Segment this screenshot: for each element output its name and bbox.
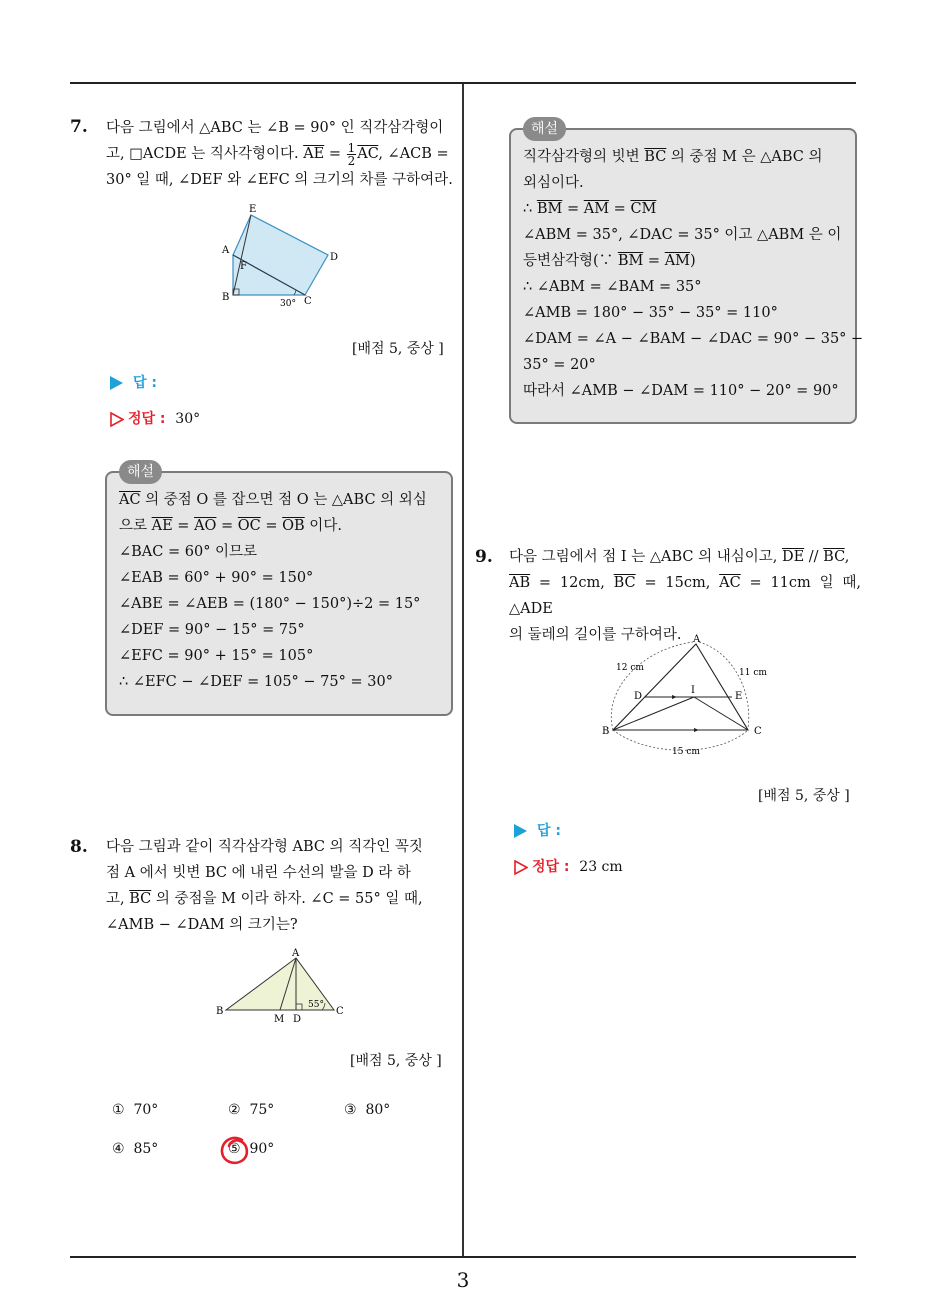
q9-line3: 의 둘레의 길이를 구하여라. (509, 627, 682, 643)
q8-choice-3-mark: ③ (344, 1102, 357, 1118)
q9-label-b: B (602, 726, 610, 737)
q8-label-b: B (216, 1006, 224, 1017)
q9-segment-de: $\overline{DE}$ (781, 549, 805, 565)
q8-line3-tail: 의 중점을 M 이라 하자. ∠C = 55° 일 때, (151, 891, 423, 907)
q7-explain-l2-end: 이다. (304, 518, 342, 534)
q8-figure (214, 945, 350, 1023)
q8-line3 (106, 886, 456, 912)
q7-correct-label: 정답 : (128, 411, 166, 427)
q7-label-d: D (330, 252, 339, 263)
q8-choice-1-mark: ① (112, 1102, 125, 1118)
q8-choice-4-text: 85° (133, 1141, 159, 1157)
q9-label-d: D (634, 691, 643, 702)
q8-explain-l1-tail: 의 중점 M 은 △ABC 의 (666, 149, 823, 165)
q8-line1: 다음 그림과 같이 직각삼각형 ABC 의 직각인 꼭짓 (106, 839, 423, 855)
q8-explain-segment-am-2: $\overline{AM}$ (664, 253, 691, 269)
q8-choice-3-text: 80° (365, 1102, 391, 1118)
q8-explain-l5-end: ) (690, 253, 696, 269)
q7-explain-l2-text: 으로 (119, 518, 152, 534)
q7-explain-l1 (119, 487, 439, 513)
q8-explain-segment-am: $\overline{AM}$ (583, 201, 610, 217)
q7-explain-l2: 으로 $\overline{AE} = \overline{AO} = \overline{OC} = \overline{OB}$ 이다. (119, 518, 342, 534)
q8-score: [배점 5, 중상 ] (350, 1053, 442, 1069)
q9-label-e: E (735, 691, 743, 702)
q7-label-b: B (222, 292, 230, 303)
q8-explanation-box (509, 121, 864, 424)
q9-label-c: C (754, 726, 762, 737)
q7-fraction (347, 142, 357, 167)
q7-correct-row (110, 408, 200, 428)
q8-label-55: 55° (308, 1000, 324, 1010)
q9-line2 (509, 570, 861, 622)
q8-stem (106, 834, 456, 938)
q9-correct-label: 정답 : (532, 859, 570, 875)
q8-explain-l7: ∠AMB = 180° − 35° − 35° = 110° (523, 305, 778, 321)
q8-selected-circle-mark (218, 1134, 252, 1168)
q9-score: [배점 5, 중상 ] (758, 788, 850, 804)
q7-segment-ac: $\overline{AC}$ (357, 146, 379, 162)
q8-segment-bc: $\overline{BC}$ (129, 891, 152, 907)
q7-correct-value: 30° (175, 411, 201, 427)
q7-label-c: C (304, 296, 312, 307)
q7-explain-segment-oc: $\overline{OC}$ (237, 518, 261, 534)
q7-explain-l3: ∠BAC = 60° 이므로 (119, 544, 258, 560)
q7-answer-row (110, 372, 157, 392)
q8-explain-l3: ∴ $\overline{BM} = \overline{AM} = \overline{CM}$ (523, 201, 657, 217)
q7-label-e: E (249, 204, 257, 215)
q7-line2-tail: , ∠ACB = (378, 146, 449, 162)
q7-explain-l8: ∴ ∠EFC − ∠DEF = 105° − 75° = 30° (119, 674, 393, 690)
q9-segment-bc-2: $\overline{BC}$ (613, 575, 636, 591)
q8-explain-l2: 외심이다. (523, 175, 584, 191)
q8-line2: 점 A 에서 빗변 BC 에 내린 수선의 발을 D 라 하 (106, 865, 411, 881)
q9-parallel-arrow-de (672, 695, 677, 699)
q8-choice-4-mark: ④ (112, 1141, 125, 1157)
q8-explain-l1-text: 직각삼각형의 빗변 (523, 149, 645, 165)
q7-explain-l4: ∠EAB = 60° + 90° = 150° (119, 570, 314, 586)
q7-line1: 다음 그림에서 △ABC 는 ∠B = 90° 인 직각삼각형이 (106, 120, 444, 136)
q9-label-11cm: 11 cm (739, 668, 767, 678)
q9-correct-value: 23 cm (579, 859, 623, 875)
q9-label-12cm: 12 cm (616, 663, 644, 673)
q7-explanation-tag: 해설 (119, 460, 162, 484)
q9-segment-ab: $\overline{AB}$ (509, 575, 531, 591)
q7-explain-l7: ∠EFC = 90° + 15° = 105° (119, 648, 314, 664)
q7-explain-l1-text: 의 중점 O 를 잡으면 점 O 는 △ABC 의 외심 (140, 492, 427, 508)
q8-number: 8. (70, 837, 88, 857)
q8-line3-text: 고, (106, 891, 130, 907)
q8-explain-segment-bm: $\overline{BM}$ (536, 201, 563, 217)
q7-figure (218, 200, 344, 312)
q9-parallel-arrow-bc (694, 728, 699, 732)
q9-ab-value: = 12cm, (530, 575, 614, 591)
q8-choice-3[interactable] (344, 1102, 390, 1118)
q7-explain-l5: ∠ABE = ∠AEB = (180° − 150°)÷2 = 15° (119, 596, 421, 612)
q8-explain-l8: ∠DAM = ∠A − ∠BAM − ∠DAC = 90° − 35° − (523, 331, 864, 347)
q7-line2-text: 고, □ACDE 는 직사각형이다. (106, 146, 304, 162)
outline-triangle-icon (110, 412, 124, 427)
q8-choice-2-text: 75° (249, 1102, 275, 1118)
q8-choice-5-text: 90° (249, 1141, 275, 1157)
outline-triangle-icon (514, 860, 528, 875)
play-icon (110, 376, 123, 390)
q7-segment-ae: $\overline{AE}$ (303, 146, 325, 162)
q9-figure (598, 632, 770, 760)
q7-frac-num: 1 (347, 140, 356, 155)
q8-label-a: A (292, 948, 300, 959)
q8-explain-l5: 등변삼각형(∵ $\overline{BM} = \overline{AM}$) (523, 253, 696, 269)
q9-label-i: I (691, 685, 695, 696)
q8-explain-l10: 따라서 ∠AMB − ∠DAM = 110° − 20° = 90° (523, 383, 839, 399)
q7-equals: = (324, 146, 346, 162)
q7-line3: 30° 일 때, ∠DEF 와 ∠EFC 의 크기의 차를 구하여라. (106, 172, 453, 188)
q9-dim-ab (611, 642, 693, 730)
q8-choice-1-text: 70° (133, 1102, 159, 1118)
q9-correct-row (514, 856, 623, 876)
q9-segment-ac: $\overline{AC}$ (719, 575, 741, 591)
page-number: 3 (456, 1268, 470, 1292)
q8-label-d: D (293, 1014, 302, 1023)
q8-label-c: C (336, 1006, 344, 1017)
q9-line1-text: 다음 그림에서 점 I 는 △ABC 의 내심이고, (509, 549, 782, 565)
q9-bc-value: = 15cm, (635, 575, 720, 591)
q7-explain-segment-ae: $\overline{AE}$ (151, 518, 173, 534)
q7-explain-segment-ao: $\overline{AO}$ (194, 518, 217, 534)
q8-explanation-tag: 해설 (523, 117, 566, 141)
q8-explain-l4: ∠ABM = 35°, ∠DAC = 35° 이고 △ABM 은 이 (523, 227, 842, 243)
q7-stem (106, 115, 456, 193)
q8-explain-l1 (523, 144, 843, 170)
q8-explain-l3-text: ∴ (523, 201, 537, 217)
q7-number: 7. (70, 117, 88, 137)
play-icon (514, 824, 527, 838)
q8-label-m: M (274, 1014, 285, 1023)
q9-number: 9. (475, 547, 493, 567)
q9-line-bi (613, 697, 694, 730)
q7-explanation-box (105, 464, 453, 716)
q7-label-30: 30° (280, 299, 296, 309)
q7-score: [배점 5, 중상 ] (352, 341, 444, 357)
q8-explain-l5-text: 등변삼각형(∵ (523, 253, 618, 269)
q7-line2 (106, 141, 456, 167)
q9-line1-end: , (844, 549, 850, 565)
bottom-rule (70, 1256, 856, 1258)
q8-explain-l6: ∴ ∠ABM = ∠BAM = 35° (523, 279, 702, 295)
q9-line2-tail: = 11cm 일 때, △ADE (509, 575, 861, 617)
q8-choice-4[interactable] (112, 1141, 158, 1157)
q9-answer-label: 답 : (537, 823, 561, 839)
q9-segment-bc: $\overline{BC}$ (823, 549, 845, 565)
q7-explain-segment-ob: $\overline{OB}$ (282, 518, 305, 534)
q9-line1 (509, 544, 861, 570)
q8-explain-segment-bc: $\overline{BC}$ (644, 149, 667, 165)
q9-answer-row (514, 820, 561, 840)
q7-answer-label: 답 : (133, 375, 157, 391)
q7-frac-den: 2 (347, 153, 356, 168)
q7-explain-l6: ∠DEF = 90° − 15° = 75° (119, 622, 305, 638)
q7-label-f: F (240, 261, 247, 272)
q8-choice-5-mark: ⑤ (228, 1141, 241, 1157)
q8-explain-l9: 35° = 20° (523, 357, 596, 373)
q8-choice-1[interactable] (112, 1102, 158, 1118)
q9-label-a: A (693, 634, 701, 645)
q9-label-15cm: 15 cm (672, 747, 700, 757)
q8-choice-2-mark: ② (228, 1102, 241, 1118)
q7-explain-segment-ac: $\overline{AC}$ (119, 492, 141, 508)
q8-choice-2[interactable] (228, 1102, 274, 1118)
q8-line4: ∠AMB − ∠DAM 의 크기는? (106, 917, 298, 933)
q7-label-a: A (222, 245, 230, 256)
q8-explain-segment-bm-2: $\overline{BM}$ (617, 253, 644, 269)
q8-explain-segment-cm: $\overline{CM}$ (630, 201, 657, 217)
q9-parallel: // (804, 549, 824, 565)
column-divider (462, 84, 464, 1256)
